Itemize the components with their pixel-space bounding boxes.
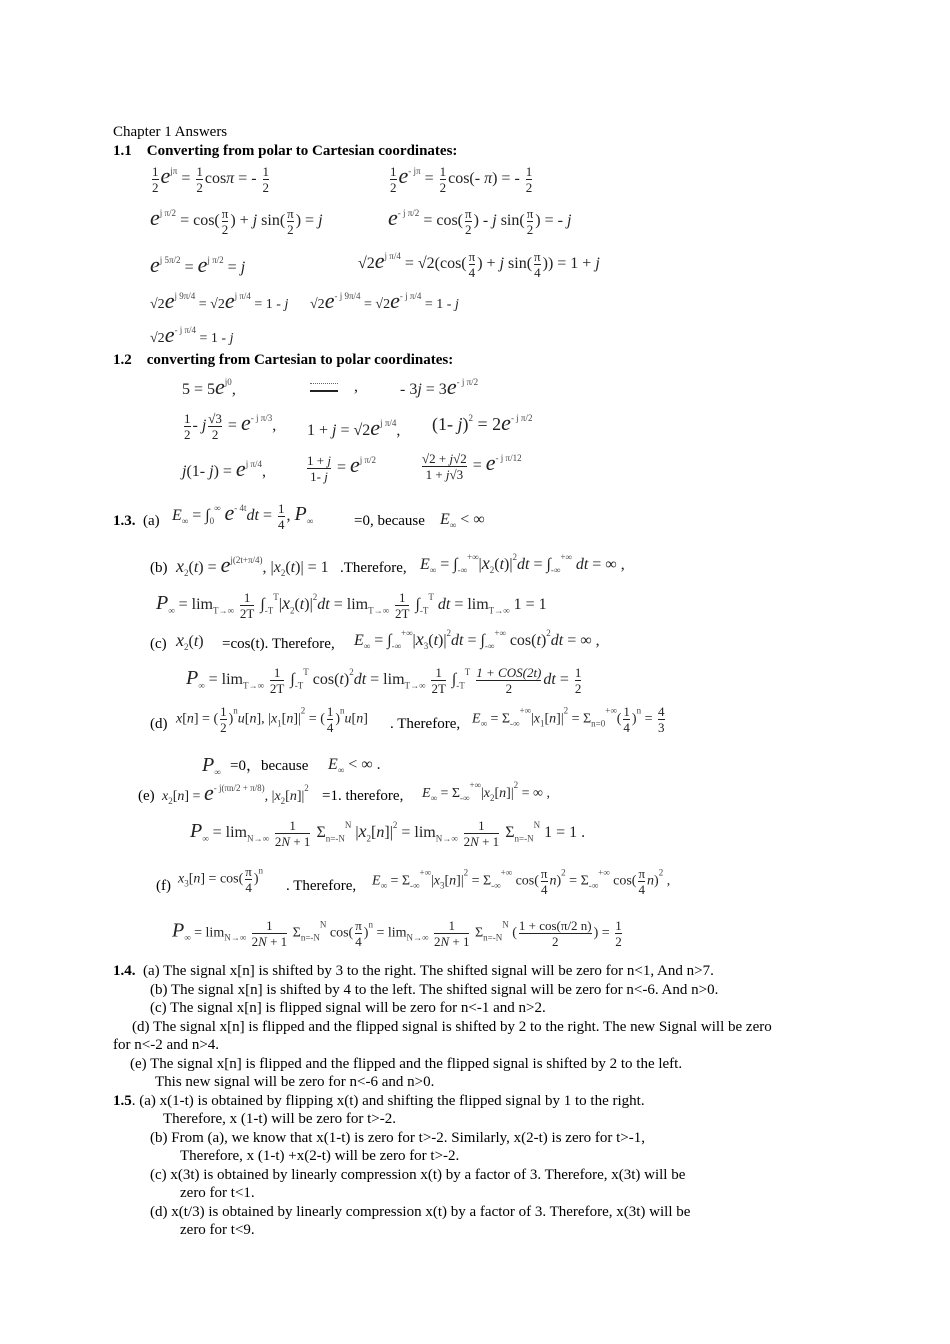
equation: $√2e^{- j \pi/4} = 1 - j$ (150, 322, 234, 347)
equation: , (310, 378, 358, 396)
part-text: . Therefore, (390, 716, 461, 732)
equation: $\frac{1}{2}$ - j $\frac{√3}{2}$ = $e^{- j \pi/3}$, (184, 410, 277, 442)
part-label: (f) (156, 878, 171, 894)
equation: $P_\infty = \lim_{T\to\infty}$ $\frac{1}{2T}$ $\int_{-T}^T$ $\cos(t)^2dt = \lim_{T\to\infty}$ $\frac{1}{2T}$ $\int_{-T}^T$ $\frac{\text{1 + COS(2t)}}{2}$ dt = $\frac{1}{2}$ (186, 665, 582, 696)
equation: $e^{j 5\pi/2} = e^{j \pi/2} = j$ (150, 252, 246, 277)
equation: $E_\infty = \int_0^\infty$ $e^{- 4t}dt$ = $\frac{1}{4}$ , $P_\infty$ (172, 500, 314, 532)
paragraph-line: for n<-2 and n>4. (113, 1037, 220, 1053)
equation: $x_2(t) = e^{j(2t+\pi/4)}$, $|x_2(t)| = 1$ (176, 552, 329, 579)
equation: $E_\infty = \Sigma_{-\infty}^{+\infty}|x_2[n]|^2$ = ∞ , (422, 780, 551, 803)
document-title: Chapter 1 Answers (113, 124, 228, 140)
section-number: 1.3. (113, 513, 136, 529)
section-title: converting from Cartesian to polar coordinates: (146, 352, 454, 368)
section-1-5-a (113, 1093, 645, 1110)
equation: $E_\infty = \Sigma_{-\infty}^{+\infty}|x_1[n]|^2 = \Sigma_{n=0}^{+\infty}$( $\frac{1}{4}$ )$^n$ = $\frac{4}{3}$ (472, 704, 665, 735)
section-number: 1.4. (113, 963, 136, 979)
section-title: Converting from polar to Cartesian coordinates: (146, 143, 458, 159)
equation: $1 + j = √2e^{j \pi/4}$, (307, 415, 401, 440)
paragraph-line: (a) The signal x[n] is shifted by 3 to the right. The shifted signal will be zero for n<1, And n>7. (143, 963, 714, 979)
paragraph-line: (d) The signal x[n] is flipped and the flipped signal is shifted by 2 to the right. The new Signal will be zero (132, 1019, 772, 1035)
equation: $\frac{1}{2}$ $e^{- j\pi}$ = $\frac{1}{2}$ cos(- π) = - $\frac{1}{2}$ (390, 163, 533, 195)
equation: $x_3[n] = \cos$( $\frac{\pi}{4}$ )$^n$ (178, 864, 264, 895)
equation: x[n] = ( $\frac{1}{2}$ )$^n$u[n], $|x_1[n]|^2$ = ( $\frac{1}{4}$ )$^n$u[n] (176, 704, 368, 735)
equation: $e^{- j \pi/2} = \cos$( $\frac{\pi}{2}$ ) - j sin( $\frac{\pi}{2}$ ) = - j (388, 205, 572, 237)
paragraph-line: zero for t<9. (180, 1222, 255, 1238)
paragraph-line: Therefore, x (1-t) +x(2-t) will be zero for t>-2. (180, 1148, 460, 1164)
section-number: 1.5 (113, 1093, 132, 1109)
part-label: (d) (150, 716, 168, 732)
part-text: =cos(t). Therefore, (222, 636, 335, 652)
equation: $P_\infty = \lim_{T\to\infty}$ $\frac{1}{2T}$ $\int_{-T}^T|x_2(t)|^2dt = \lim_{T\to\infty}$ $\frac{1}{2T}$ $\int_{-T}^T$ dt = $\lim_{T\to\infty} 1 = 1$ (156, 590, 547, 621)
part-text: . Therefore, (286, 878, 357, 894)
paragraph-line: (b) From (a), we know that x(1-t) is zero for t>-2. Similarly, x(2-t) is zero for t>-1, (150, 1130, 645, 1146)
equation: $P_\infty = \lim_{N\to\infty}$ $\frac{1}{2N + 1}$ $\Sigma_{n=-N}^N$ $|x_2[n]|^2 = \lim_{N\to\infty}$ $\frac{1}{2N + 1}$ $\Sigma_{n=-N}^N$ 1 = 1 . (190, 818, 586, 849)
paragraph-line: (b) The signal x[n] is shifted by 4 to the left. The shifted signal will be zero for n<-6. And n>0. (150, 982, 719, 998)
paragraph-line: (e) The signal x[n] is flipped and the flipped and the flipped signal is shifted by 2 to the left. (130, 1056, 683, 1072)
section-1-2-heading (113, 352, 453, 369)
equation: $P_\infty$ (202, 754, 221, 778)
equation: $x_2[n] = e^{- j(\pi n/2 + \pi/8)}$, $|x_2[n]|^2$ (162, 780, 309, 806)
paragraph-line: (c) The signal x[n] is flipped signal will be zero for n<-1 and n>2. (150, 1000, 546, 1016)
part-text: =1. therefore, (322, 788, 404, 804)
section-number: 1.1 (113, 143, 132, 159)
paragraph-line: (d) x(t/3) is obtained by linearly compression x(t) by a factor of 3. Therefore, x(3t) will be (150, 1204, 691, 1220)
section-1-3-a (113, 513, 160, 530)
part-text: =0, because (354, 513, 425, 529)
paragraph-line: . (a) x(1-t) is obtained by flipping x(t) and shifting the flipped signal by 1 to the right. (131, 1093, 645, 1109)
equation: $E_\infty = \Sigma_{-\infty}^{+\infty}|x_3[n]|^2 = \Sigma_{-\infty}^{+\infty}$ cos( $\frac{\pi}{4}$ $n)^2 = \Sigma_{-\infty}^{+\infty}$ cos( $\frac{\pi}{4}$ n)$^2$ , (372, 866, 671, 897)
equation: $e^{j \pi/2} = \cos$( $\frac{\pi}{2}$ ) + j sin( $\frac{\pi}{2}$ ) = j (150, 205, 323, 237)
part-label: (e) (138, 788, 155, 804)
part-label: (c) (150, 636, 167, 652)
equation: $\frac{1}{2}$ $e^{j\pi}$ = $\frac{1}{2}$ cosπ = - $\frac{1}{2}$ (152, 163, 270, 195)
equation: $\frac{1 + j}{1- j}$ = $e^{j \pi/2}$ (307, 452, 377, 484)
paragraph-line: (c) x(3t) is obtained by linearly compression x(t) by a factor of 3. Therefore, x(3t) will be (150, 1167, 686, 1183)
paragraph-line: Therefore, x (1-t) will be zero for t>-2. (163, 1111, 396, 1127)
equation: $x_2(t)$ (176, 630, 204, 653)
equation: $P_\infty = \lim_{N\to\infty}$ $\frac{1}{2N + 1}$ $\Sigma_{n=-N}^N$ cos( $\frac{\pi}{4}$ )$^n = \lim_{N\to\infty}$ $\frac{1}{2N + 1}$ $\Sigma_{n=-N}^N$ ( $\frac{1 + \cos(\pi/2 n)}{2}$ ) = $\frac{1}{2}$ (172, 918, 622, 949)
equation: $5 = 5e^{j0}$, (182, 374, 236, 399)
section-1-4-a (113, 963, 714, 980)
paragraph-line: This new signal will be zero for n<-6 and n>0. (155, 1074, 435, 1090)
equation: $E_\infty$ < ∞ (440, 511, 485, 531)
equation: - $3j = 3e^{- j \pi/2}$ (400, 374, 479, 399)
paragraph-line: zero for t<1. (180, 1185, 255, 1201)
equation: $√2e^{- j 9\pi/4} = √2e^{- j \pi/4} = 1 - j$ (310, 288, 459, 313)
part-label: (b) (150, 560, 168, 576)
equation: $√2e^{j 9\pi/4} = √2e^{j \pi/4} = 1 - j$ (150, 288, 289, 313)
part-text: .Therefore, (340, 560, 407, 576)
equation: $E_\infty = \int_{-\infty}^{+\infty}|x_3(t)|^2dt = \int_{-\infty}^{+\infty}$ $\cos(t)^2dt$ = ∞ , (354, 628, 600, 652)
equation: $\frac{√2 + j√2}{1 + j√3}$ = $e^{- j \pi/12}$ (422, 450, 522, 482)
equation: j(1- $j) = e^{j \pi/4}$, (182, 456, 266, 481)
part-label: (a) (143, 513, 160, 529)
equation: $E_\infty$ < ∞ . (328, 756, 381, 776)
section-number: 1.2 (113, 352, 132, 368)
equation: (1- $j)^2 = 2e^{- j \pi/2}$ (432, 410, 533, 435)
equation: $E_\infty = \int_{-\infty}^{+\infty}|x_2(t)|^2dt = \int_{-\infty}^{+\infty}$ dt = ∞ , (420, 552, 625, 576)
section-1-1-heading (113, 143, 457, 160)
part-text: =0，because (230, 758, 309, 774)
equation: $√2e^{j \pi/4} = √2(\cos$( $\frac{\pi}{4}$ ) + j sin( $\frac{\pi}{4}$ )) = 1 + j (358, 248, 600, 280)
